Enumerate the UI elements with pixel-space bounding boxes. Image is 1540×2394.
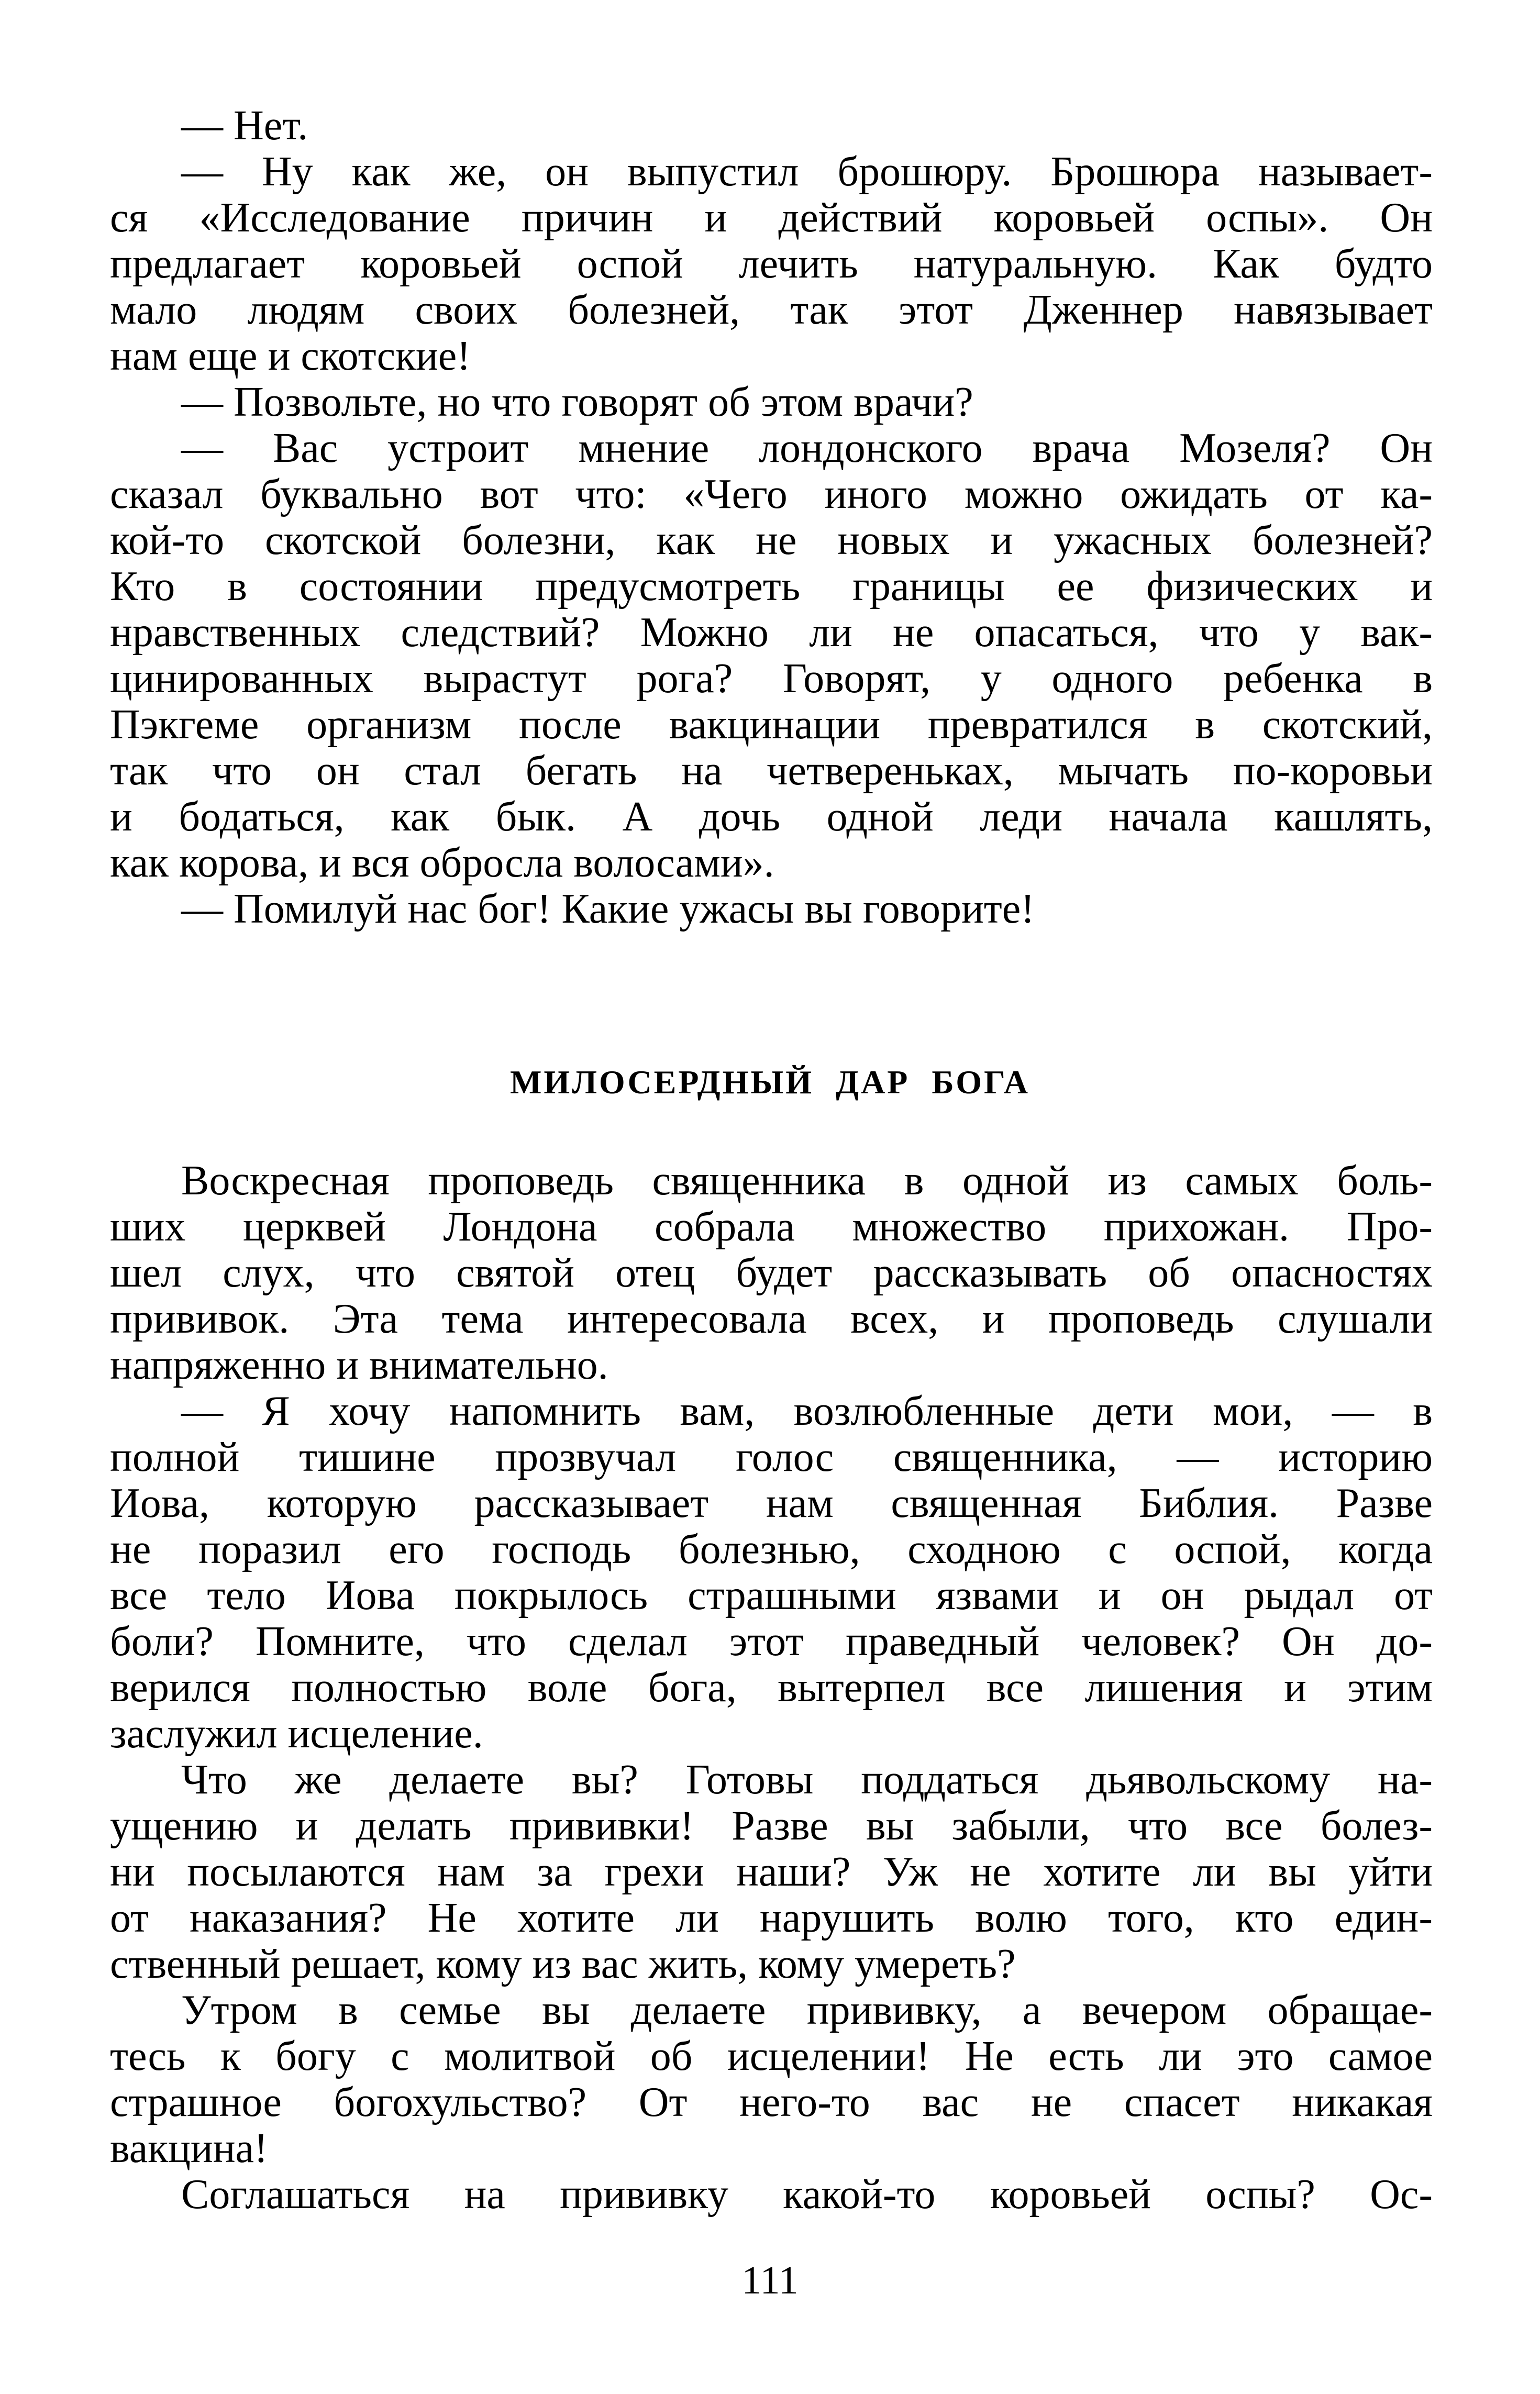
text-line: ущению и делать прививки! Разве вы забыли, что все болез- <box>110 1803 1433 1849</box>
text-line: тесь к богу с молитвой об исцелении! Не есть ли это самое <box>110 2033 1433 2079</box>
text-line: как корова, и вся обросла волосами». <box>110 840 774 886</box>
text-line: — Вас устроит мнение лондонского врача Мозеля? Он <box>181 425 1433 471</box>
text-line: так что он стал бегать на четвереньках, мычать по-коровьи <box>110 748 1433 794</box>
text-line: от наказания? Не хотите ли нарушить волю того, кто един- <box>110 1895 1433 1941</box>
text-line: Воскресная проповедь священника в одной из самых боль- <box>181 1158 1433 1204</box>
text-line: — Я хочу напомнить вам, возлюбленные дети мои, — в <box>181 1388 1433 1434</box>
text-line: не поразил его господь болезнью, сходною с оспой, когда <box>110 1526 1433 1572</box>
text-line: верился полностью воле бога, вытерпел все лишения и этим <box>110 1665 1433 1711</box>
text-line: вакцина! <box>110 2125 268 2171</box>
chapter-heading: МИЛОСЕРДНЫЙ ДАР БОГА <box>510 1063 1030 1101</box>
text-line: и бодаться, как бык. А дочь одной леди начала кашлять, <box>110 794 1433 840</box>
text-line: цинированных вырастут рога? Говорят, у одного ребенка в <box>110 656 1433 702</box>
text-line: Что же делаете вы? Готовы поддаться дьявольскому на- <box>181 1757 1433 1803</box>
text-line: Иова, которую рассказывает нам священная Библия. Разве <box>110 1480 1433 1526</box>
text-line: ни посылаются нам за грехи наши? Уж не хотите ли вы уйти <box>110 1849 1433 1895</box>
text-line: прививок. Эта тема интересовала всех, и проповедь слушали <box>110 1296 1433 1342</box>
text-line: Соглашаться на прививку какой-то коровьей оспы? Ос- <box>181 2171 1433 2218</box>
text-line: полной тишине прозвучал голос священника, — историю <box>110 1434 1433 1480</box>
text-line: мало людям своих болезней, так этот Дженнер навязывает <box>110 287 1433 333</box>
text-line: Кто в состоянии предусмотреть границы ее физических и <box>110 563 1433 609</box>
text-line: шел слух, что святой отец будет рассказывать об опасностях <box>110 1250 1433 1296</box>
page-number: 111 <box>741 2258 799 2302</box>
text-line: кой-то скотской болезни, как не новых и ужасных болезней? <box>110 517 1433 563</box>
text-line: ших церквей Лондона собрала множество прихожан. Про- <box>110 1204 1433 1250</box>
text-line: напряженно и внимательно. <box>110 1342 608 1388</box>
text-line: ственный решает, кому из вас жить, кому умереть? <box>110 1941 1016 1987</box>
text-line: — Ну как же, он выпустил брошюру. Брошюра называет- <box>181 149 1433 195</box>
text-line: страшное богохульство? От него-то вас не спасет никакая <box>110 2079 1433 2125</box>
text-line: предлагает коровьей оспой лечить натуральную. Как будто <box>110 241 1433 287</box>
text-line: нам еще и скотские! <box>110 333 471 379</box>
text-line: сказал буквально вот что: «Чего иного можно ожидать от ка- <box>110 471 1433 517</box>
text-line: ся «Исследование причин и действий коровьей оспы». Он <box>110 195 1433 241</box>
text-line: Утром в семье вы делаете прививку, а вечером обращае- <box>181 1987 1433 2033</box>
text-line: нравственных следствий? Можно ли не опасаться, что у вак- <box>110 609 1433 656</box>
text-line: — Нет. <box>181 103 308 149</box>
text-line: боли? Помните, что сделал этот праведный человек? Он до- <box>110 1619 1433 1665</box>
text-line: заслужил исцеление. <box>110 1711 483 1757</box>
text-line: Пэкгеме организм после вакцинации превратился в скотский, <box>110 702 1433 748</box>
text-line: — Позвольте, но что говорят об этом врачи? <box>181 379 973 425</box>
text-line: — Помилуй нас бог! Какие ужасы вы говорите! <box>181 886 1035 932</box>
text-line: все тело Иова покрылось страшными язвами и он рыдал от <box>110 1572 1433 1619</box>
